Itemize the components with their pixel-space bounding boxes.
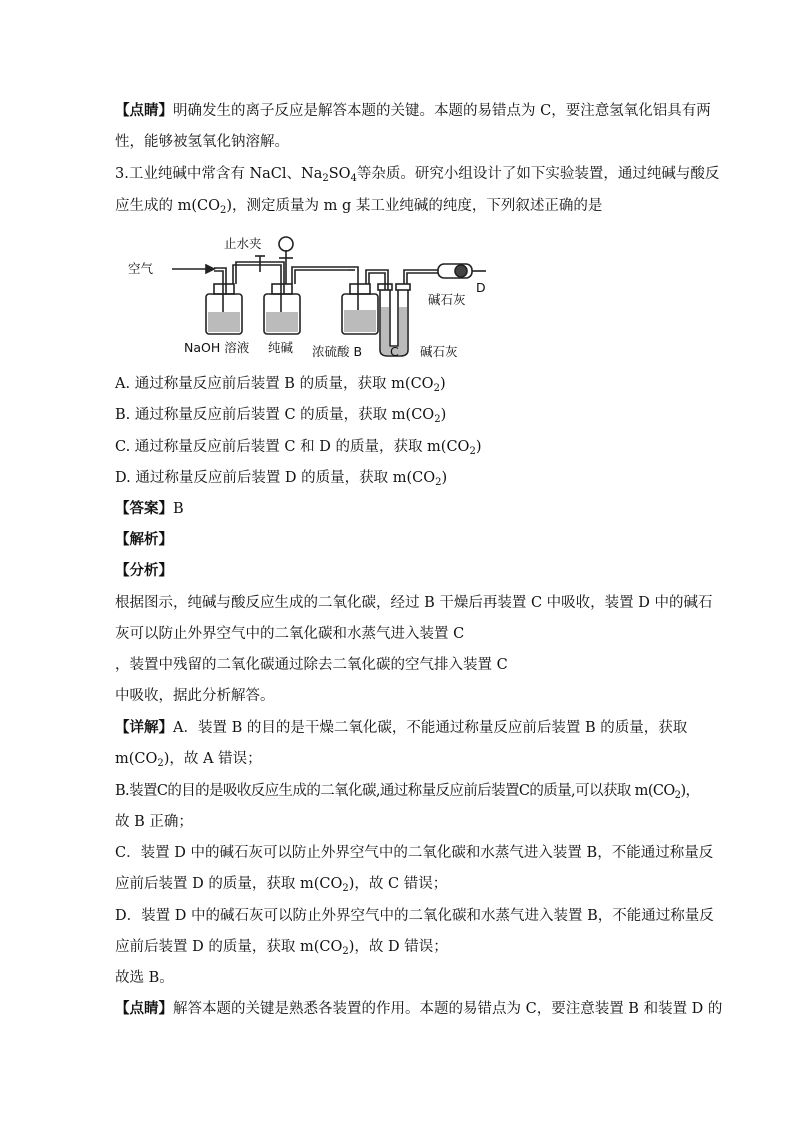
question-line-2: 应生成的 $m(CO_2)$，测定质量为 m g 某工业纯碱的纯度，下列叙述正确的是 [115, 198, 603, 216]
detail-c-line-1: C．装置 D 中的碱石灰可以防止外界空气中的二氧化碳和水蒸气进入装置 B，不能通过称量反 [115, 845, 714, 861]
fenxi-line-4: 中吸收，据此分析解答。 [115, 688, 275, 704]
question-line-1: 3.工业纯碱中常含有 NaCl、$Na_2SO_4$等杂质。研究小组设计了如下实验装置，通过纯碱与酸反 [115, 166, 720, 184]
fenxi-label: 【分析】 [115, 562, 173, 579]
label-air: 空气 [128, 261, 154, 276]
detail-b-line-1: B.装置C的目的是吸收反应生成的二氧化碳,通过称量反应前后装置C的质量,可以获取 $m(CO_2)$， [115, 783, 700, 801]
tip-label: 【点睛】 [115, 1000, 173, 1017]
fenxi-line-3: ，装置中残留的二氧化碳通过除去二氧化碳的空气排入装置 C [115, 657, 508, 673]
answer-value: B [173, 501, 184, 517]
detail-a-line-2: $m(CO_2)$，故 A 错误； [115, 751, 262, 769]
detail-d-line-2: 应前后装置 D 的质量，获取 $m(CO_2)$，故 D 错误； [115, 939, 448, 957]
detail-a-line-1: 【详解】A．装置 B 的目的是干燥二氧化碳，不能通过称量反应前后装置 B 的质量，获取 [115, 719, 688, 736]
analysis-label: 【解析】 [115, 531, 173, 548]
label-c: C [390, 344, 399, 359]
prev-tip-line-1: 【点睛】明确发生的离子反应是解答本题的关键。本题的易错点为 C，要注意氢氧化铝具有两 [115, 102, 711, 119]
detail-d-line-1: D．装置 D 中的碱石灰可以防止外界空气中的二氧化碳和水蒸气进入装置 B，不能通过称量反 [115, 908, 714, 924]
answer-line [115, 499, 184, 519]
tip-line: 【点睛】解答本题的关键是熟悉各装置的作用。本题的易错点为 C，要注意装置 B 和装置 D 的 [115, 1000, 723, 1017]
label-lime-c: 碱石灰 [420, 344, 458, 359]
prev-tip-line-2: 性，能够被氢氧化钠溶解。 [115, 134, 289, 150]
label-d: D [476, 280, 486, 295]
answer-label: 【答案】 [115, 500, 173, 517]
option-c: C. 通过称量反应前后装置 C 和 D 的质量，获取 $m(CO_2)$ [115, 439, 482, 457]
detail-b-line-2: 故 B 正确； [115, 814, 193, 830]
option-b: B. 通过称量反应前后装置 C 的质量，获取 $m(CO_2)$ [115, 407, 447, 425]
fenxi-line-1: 根据图示，纯碱与酸反应生成的二氧化碳，经过 B 干燥后再装置 C 中吸收，装置 D 中的碱石 [115, 595, 713, 611]
label-clamp: 止水夹 [224, 236, 262, 251]
detail-c-line-2: 应前后装置 D 的质量，获取 $m(CO_2)$，故 C 错误； [115, 876, 448, 894]
label-acid-b: 浓硫酸 B [312, 344, 363, 359]
label-naoh: NaOH 溶液 [184, 340, 250, 355]
prev-tip-label: 【点睛】 [115, 102, 173, 119]
option-d: D. 通过称量反应前后装置 D 的质量，获取 $m(CO_2)$ [115, 470, 448, 488]
fenxi-line-2: 灰可以防止外界空气中的二氧化碳和水蒸气进入装置 C [115, 626, 465, 642]
label-lime-d: 碱石灰 [428, 292, 466, 307]
detail-label: 【详解】 [115, 719, 173, 736]
option-a: A. 通过称量反应前后装置 B 的质量，获取 $m(CO_2)$ [115, 376, 446, 394]
detail-final: 故选 B。 [115, 970, 174, 986]
apparatus-diagram [128, 232, 498, 360]
label-soda: 纯碱 [268, 340, 294, 355]
